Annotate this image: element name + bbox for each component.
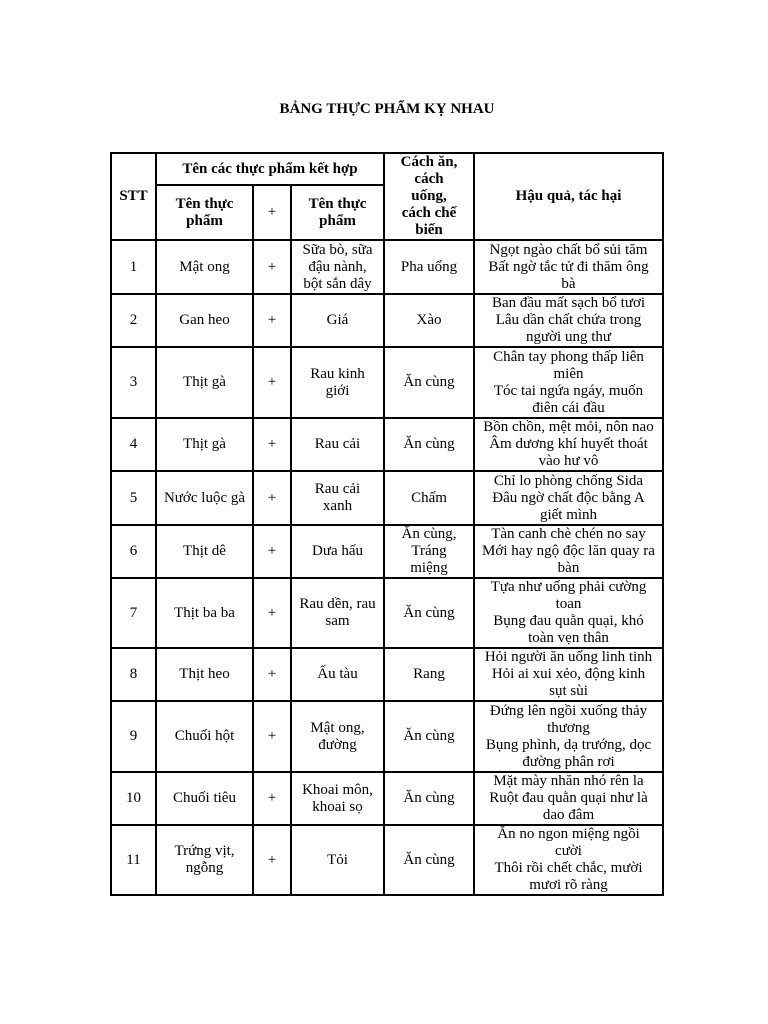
consequence-cell [474, 648, 663, 701]
method-cell: Pha uống [384, 240, 474, 294]
food-a-cell: Thịt dê [156, 525, 253, 578]
consequence-cell [474, 825, 663, 895]
food-a-cell: Thịt ba ba [156, 578, 253, 648]
verse-line: Tàn canh chè chén no say [491, 526, 646, 542]
method-cell: Ăn cùng [384, 825, 474, 895]
verse-line: Bụng phình, dạ trướng, dọc đường phân rơi [485, 736, 652, 770]
header-food-a: Tên thực phẩm [156, 185, 253, 240]
verse-line: Hỏi người ăn uống linh tinh [484, 649, 653, 665]
header-food-b: Tên thực phẩm [291, 185, 384, 240]
plus-cell: + [253, 525, 291, 578]
table-row [111, 772, 663, 825]
table-body [111, 240, 663, 895]
food-b-cell: Giá [291, 294, 384, 347]
verse-line: Ngọt ngào chất bổ sủi tăm [489, 241, 648, 258]
verse-line: Ăn no ngon miệng ngồi cười [497, 826, 640, 859]
verse-line: Ban đầu mất sạch bổ tươi [491, 295, 646, 311]
food-a-cell: Mật ong [156, 240, 253, 294]
plus-cell: + [253, 578, 291, 648]
table-row [111, 701, 663, 772]
method-cell: Ăn cùng [384, 418, 474, 471]
verse-line: Bụng đau quằn quại, khó toàn vẹn thân [493, 613, 644, 646]
plus-cell: + [253, 825, 291, 895]
method-cell: Ăn cùng [384, 578, 474, 648]
consequence-cell [474, 701, 663, 772]
method-cell: Chấm [384, 471, 474, 525]
table-row [111, 825, 663, 895]
header-method: Cách ăn, cách uống, cách chế biến [384, 153, 474, 240]
plus-cell: + [253, 648, 291, 701]
header-combined-foods: Tên các thực phẩm kết hợp [156, 153, 384, 185]
header-row [111, 153, 663, 185]
food-a-cell: Thịt gà [156, 347, 253, 418]
header-plus: + [253, 185, 291, 240]
row-number-cell: 3 [111, 347, 156, 418]
verse-line: Hỏi ai xui xẻo, động kinh sụt sùi [491, 666, 646, 699]
food-b-cell: Dưa hấu [291, 525, 384, 578]
row-number-cell: 10 [111, 772, 156, 825]
consequence-cell [474, 471, 663, 525]
method-cell: Ăn cùng [384, 772, 474, 825]
verse-line: Âm dương khí huyết thoát vào hư vô [489, 436, 648, 469]
verse-line: Ruột đau quằn quại như là dao đâm [489, 790, 648, 823]
food-b-cell: Sữa bò, sữa đậu nành, bột sắn dây [291, 240, 384, 294]
plus-cell: + [253, 471, 291, 525]
table-row [111, 294, 663, 347]
consequence-cell [474, 294, 663, 347]
row-number-cell: 2 [111, 294, 156, 347]
verse-line: Mới hay ngộ độc lăn quay ra bàn [482, 543, 655, 576]
row-number-cell: 8 [111, 648, 156, 701]
table-row [111, 471, 663, 525]
consequence-cell [474, 347, 663, 418]
food-b-cell: Ấu tàu [291, 648, 384, 701]
food-a-cell: Chuối tiêu [156, 772, 253, 825]
verse-line: Đứng lên ngồi xuống thảy thương [489, 702, 648, 736]
method-cell: Ăn cùng [384, 347, 474, 418]
method-cell: Rang [384, 648, 474, 701]
consequence-cell [474, 418, 663, 471]
plus-cell: + [253, 294, 291, 347]
food-b-cell: Khoai môn, khoai sọ [291, 772, 384, 825]
table-header [111, 153, 663, 240]
verse-line: Mặt mày nhăn nhó rên la [493, 773, 644, 789]
verse-line: Chân tay phong thấp liên miên [493, 348, 644, 382]
consequence-cell [474, 578, 663, 648]
consequence-cell [474, 240, 663, 294]
document-title: BẢNG THỰC PHẨM KỴ NHAU [279, 101, 495, 117]
incompatible-foods-table [110, 152, 664, 896]
row-number-cell: 4 [111, 418, 156, 471]
food-b-cell: Mật ong, đường [291, 701, 384, 772]
food-b-cell: Rau cải [291, 418, 384, 471]
row-number-cell: 11 [111, 825, 156, 895]
verse-line: Thôi rồi chết chắc, mười mươi rõ ràng [494, 860, 643, 893]
food-a-cell: Trứng vịt, ngỗng [156, 825, 253, 895]
method-cell: Xào [384, 294, 474, 347]
verse-line: Tóc tai ngứa ngáy, muốn điên cái đầu [493, 382, 644, 416]
table-row [111, 240, 663, 294]
table-row [111, 525, 663, 578]
method-cell: Ăn cùng [384, 701, 474, 772]
row-number-cell: 6 [111, 525, 156, 578]
plus-cell: + [253, 701, 291, 772]
method-cell: Ăn cùng, Tráng miệng [384, 525, 474, 578]
verse-line: Bất ngờ tắc tử đi thăm ông bà [488, 258, 649, 292]
row-number-cell: 9 [111, 701, 156, 772]
row-number-cell: 1 [111, 240, 156, 294]
row-number-cell: 7 [111, 578, 156, 648]
plus-cell: + [253, 418, 291, 471]
row-number-cell: 5 [111, 471, 156, 525]
verse-line: Đâu ngờ chất độc bằng A giết mình [492, 489, 645, 523]
table-row [111, 418, 663, 471]
food-b-cell: Rau kinh giới [291, 347, 384, 418]
food-b-cell: Rau dền, rau sam [291, 578, 384, 648]
plus-cell: + [253, 240, 291, 294]
header-consequence: Hậu quả, tác hại [474, 153, 663, 240]
consequence-cell [474, 525, 663, 578]
plus-cell: + [253, 772, 291, 825]
header-stt: STT [111, 153, 156, 240]
table-row [111, 578, 663, 648]
food-a-cell: Chuối hột [156, 701, 253, 772]
food-a-cell: Thịt gà [156, 418, 253, 471]
table-row [111, 347, 663, 418]
food-b-cell: Tỏi [291, 825, 384, 895]
plus-cell: + [253, 347, 291, 418]
verse-line: Bồn chồn, mệt mỏi, nôn nao [483, 419, 654, 435]
verse-line: Tựa như uống phải cường toan [490, 579, 647, 612]
table-row [111, 648, 663, 701]
verse-line: Lâu dần chất chứa trong người ung thư [495, 312, 642, 345]
verse-line: Chỉ lo phòng chống Sida [493, 472, 644, 489]
food-a-cell: Nước luộc gà [156, 471, 253, 525]
food-a-cell: Gan heo [156, 294, 253, 347]
food-a-cell: Thịt heo [156, 648, 253, 701]
food-b-cell: Rau cải xanh [291, 471, 384, 525]
consequence-cell [474, 772, 663, 825]
